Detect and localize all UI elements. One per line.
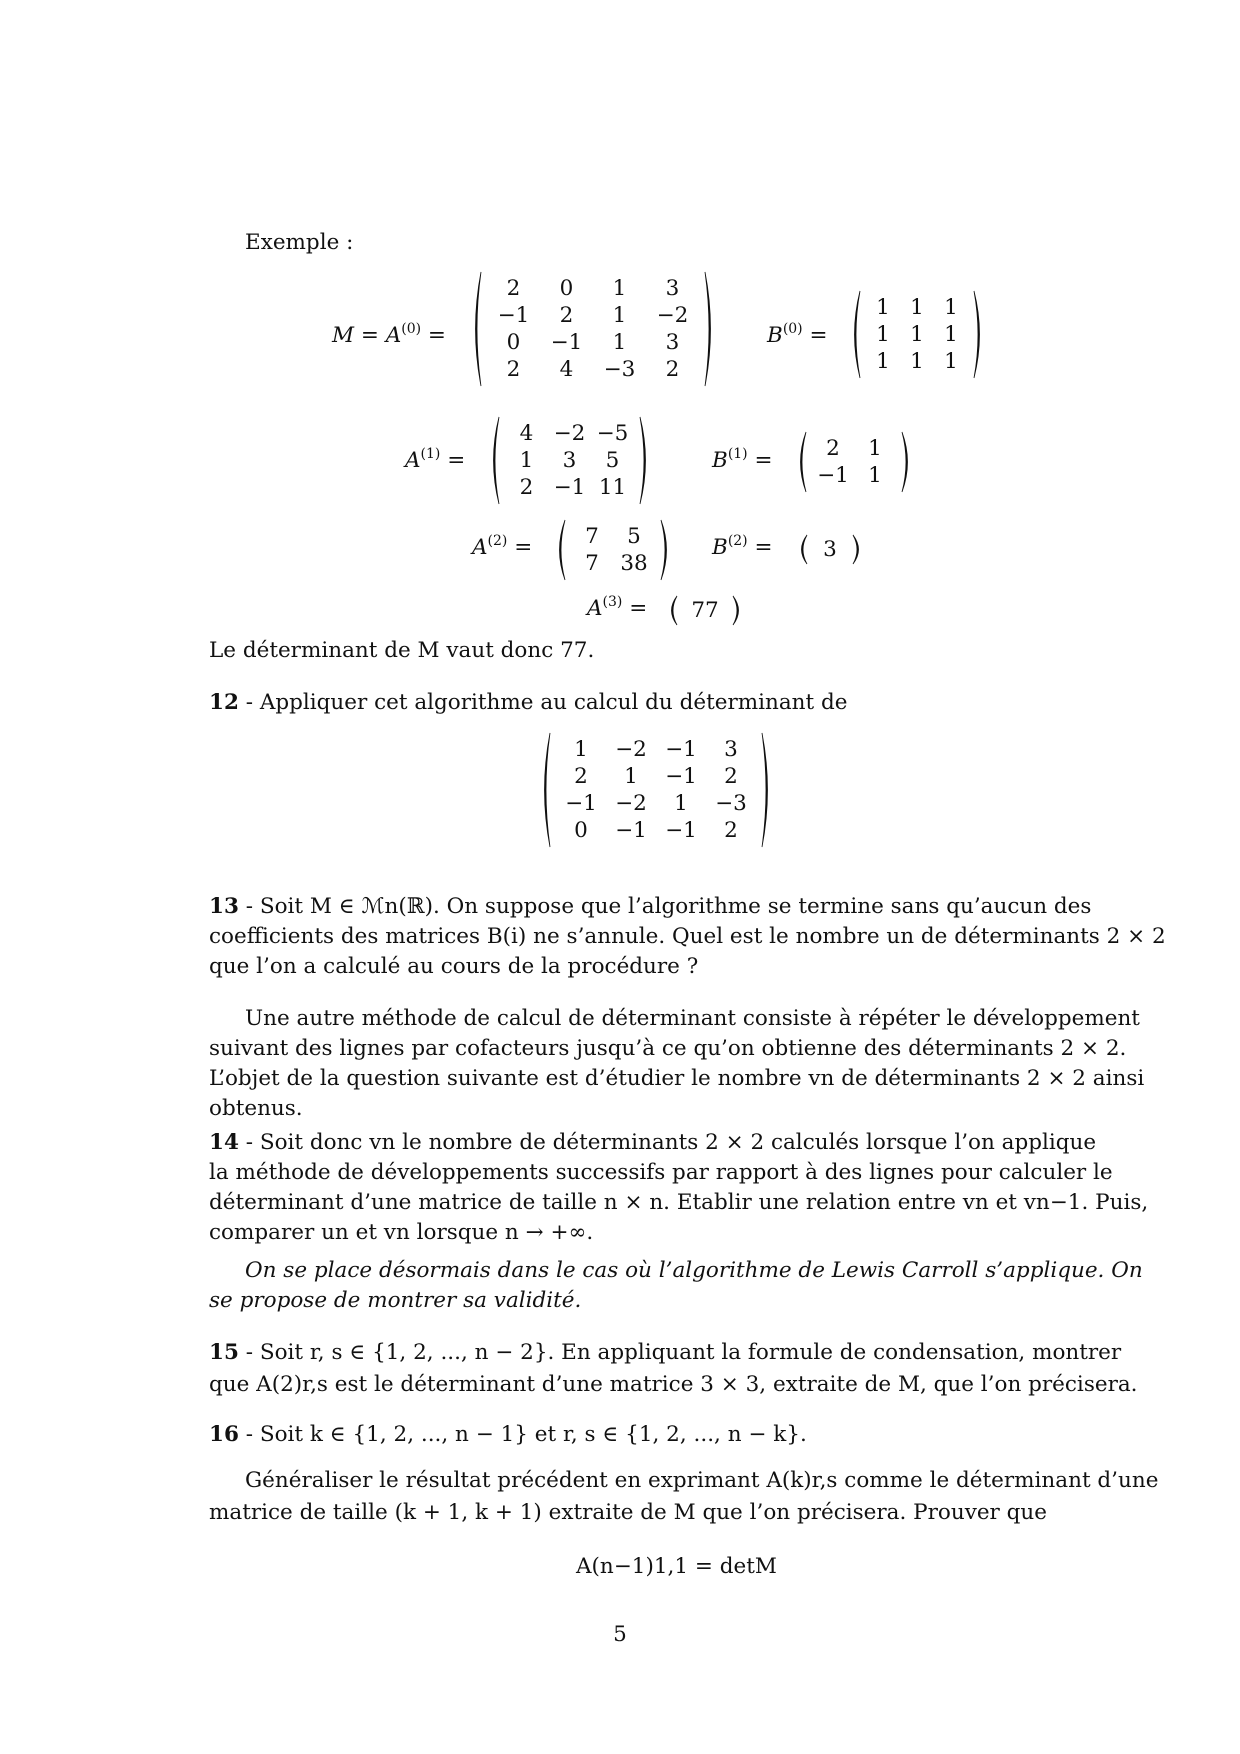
matrix-cell: −3 xyxy=(603,357,636,382)
left-paren xyxy=(469,270,483,388)
matrix-cell: 4 xyxy=(519,421,534,446)
left-paren xyxy=(848,289,862,380)
matrix-cell: −1 xyxy=(665,737,697,762)
eq-a3-eq: = xyxy=(629,596,648,621)
left-paren xyxy=(795,533,809,566)
right-paren xyxy=(638,415,652,506)
matrix-cell: 2 xyxy=(506,357,521,382)
matrix-q12 xyxy=(538,731,774,849)
matrix-cell: 1 xyxy=(944,295,958,320)
matrix-cell: 2 xyxy=(724,818,738,843)
para-other-line4: obtenus. xyxy=(209,1096,303,1121)
matrix-cell: −1 xyxy=(565,791,597,816)
eq-b2-sup: (2) xyxy=(727,533,748,549)
q15-line1 xyxy=(209,1338,1121,1368)
eq-b0-label xyxy=(767,321,828,351)
matrix-cell: −2 xyxy=(615,737,647,762)
matrix-grid xyxy=(487,275,699,383)
q13-line3: que l’on a calculé au cours de la procédure ? xyxy=(209,954,699,979)
page-number: 5 xyxy=(613,1622,627,1647)
matrix-b1 xyxy=(794,430,914,494)
eq-a1-lhs: A xyxy=(405,448,421,473)
q16-line1-text: - Soit k ∈ {1, 2, ..., n − 1} et r, s ∈ {1, 2, ..., n − k}. xyxy=(238,1422,807,1447)
q13-number: 13 xyxy=(209,894,239,919)
matrix-cell: 1 xyxy=(910,322,924,347)
matrix-cell: 11 xyxy=(598,475,627,500)
eq-b1-label xyxy=(712,446,773,476)
q16-para-line1: Généraliser le résultat précédent en exprimant A(k)r,s comme le déterminant d’une xyxy=(245,1468,1159,1493)
q14-line1-text: - Soit donc vn le nombre de déterminants 2 × 2 calculés lorsque l’on applique xyxy=(238,1130,1097,1155)
eq-b2-label xyxy=(712,533,773,563)
matrix-cell: 3 xyxy=(823,537,837,562)
matrix-cell: 1 xyxy=(910,295,924,320)
eq-b1-eq: = xyxy=(754,448,773,473)
q13-line2: coefficients des matrices B(i) ne s’annule. Quel est le nombre un de déterminants 2 × 2 xyxy=(209,924,1166,949)
matrix-cell: 4 xyxy=(559,357,574,382)
right-paren xyxy=(659,518,673,582)
matrix-cell: 7 xyxy=(585,524,599,549)
conclusion-text: Le déterminant de M vaut donc 77. xyxy=(209,638,595,663)
para-other-line2: suivant des lignes par cofacteurs jusqu’à ce qu’on obtienne des déterminants 2 × 2. xyxy=(209,1036,1127,1061)
q16-line1 xyxy=(209,1420,807,1450)
matrix-cell: −1 xyxy=(497,303,530,328)
matrix-grid xyxy=(812,435,896,489)
matrix-grid xyxy=(866,294,968,375)
q16-para-line2: matrice de taille (k + 1, k + 1) extraite de M que l’on précisera. Prouver que xyxy=(209,1500,1048,1525)
right-paren xyxy=(703,270,717,388)
matrix-cell: 1 xyxy=(910,349,924,374)
matrix-a0 xyxy=(469,270,717,388)
left-paren xyxy=(665,594,679,627)
matrix-cell: 0 xyxy=(574,818,588,843)
matrix-cell: 38 xyxy=(620,551,648,576)
matrix-cell: 1 xyxy=(574,737,588,762)
right-paren xyxy=(900,430,914,494)
eq-a0-sup: (0) xyxy=(401,321,422,337)
matrix-cell: 1 xyxy=(519,448,534,473)
matrix-cell: 5 xyxy=(627,524,641,549)
matrix-cell: 3 xyxy=(562,448,577,473)
matrix-cell: −3 xyxy=(715,791,747,816)
matrix-cell: 2 xyxy=(519,475,534,500)
matrix-cell: 1 xyxy=(944,322,958,347)
q16-number: 16 xyxy=(209,1422,239,1447)
eq-b2-eq: = xyxy=(754,535,773,560)
eq-a0-label xyxy=(332,321,446,351)
matrix-cell: 1 xyxy=(876,295,890,320)
matrix-cell: −5 xyxy=(596,421,629,446)
left-paren xyxy=(487,415,501,506)
q14-line3: déterminant d’une matrice de taille n × n. Etablir une relation entre vn et vn−1. Puis, xyxy=(209,1190,1149,1215)
right-paren xyxy=(760,731,774,849)
left-paren xyxy=(794,430,808,494)
matrix-cell: 1 xyxy=(868,436,882,461)
italic-line1: On se place désormais dans le cas où l’algorithme de Lewis Carroll s’applique. On xyxy=(245,1258,1143,1283)
eq-a0-lhs: M = A xyxy=(332,323,402,348)
matrix-cell: 2 xyxy=(724,764,738,789)
matrix-cell: 3 xyxy=(665,330,680,355)
matrix-grid xyxy=(571,523,655,577)
matrix-cell: −2 xyxy=(553,421,586,446)
matrix-cell: −1 xyxy=(665,818,697,843)
matrix-cell: 2 xyxy=(826,436,840,461)
q14-number: 14 xyxy=(209,1130,239,1155)
right-paren xyxy=(972,289,986,380)
italic-line2: se propose de montrer sa validité. xyxy=(209,1288,582,1313)
matrix-cell: −1 xyxy=(817,463,849,488)
matrix-cell: 1 xyxy=(612,303,627,328)
eq-b2-lhs: B xyxy=(712,535,728,560)
eq-a2-eq: = xyxy=(514,535,533,560)
matrix-cell: 0 xyxy=(559,276,574,301)
matrix-cell: 1 xyxy=(876,349,890,374)
eq-b1-lhs: B xyxy=(712,448,728,473)
matrix-grid xyxy=(505,420,634,501)
q13-line1 xyxy=(209,892,1091,922)
eq-b0-sup: (0) xyxy=(782,321,803,337)
matrix-cell: 2 xyxy=(665,357,680,382)
eq-a2-lhs: A xyxy=(472,535,488,560)
matrix-grid xyxy=(813,536,847,563)
q13-line1-text: - Soit M ∈ ℳn(ℝ). On suppose que l’algorithme se termine sans qu’aucun des xyxy=(238,894,1092,919)
eq-a1-eq: = xyxy=(447,448,466,473)
q15-number: 15 xyxy=(209,1340,239,1365)
matrix-grid xyxy=(556,736,756,844)
eq-a3-sup: (3) xyxy=(602,594,623,610)
q12-number: 12 xyxy=(209,690,239,715)
final-equation: A(n−1)1,1 = detM xyxy=(576,1554,777,1579)
eq-a3-lhs: A xyxy=(587,596,603,621)
eq-a3-label xyxy=(587,594,647,624)
eq-a2-label xyxy=(472,533,532,563)
right-paren xyxy=(731,594,745,627)
matrix-cell: 1 xyxy=(876,322,890,347)
matrix-cell: 0 xyxy=(506,330,521,355)
matrix-cell: 2 xyxy=(559,303,574,328)
matrix-cell: 1 xyxy=(674,791,688,816)
matrix-cell: 1 xyxy=(612,276,627,301)
matrix-cell: 1 xyxy=(944,349,958,374)
matrix-cell: −2 xyxy=(656,303,689,328)
eq-b0-eq: = xyxy=(809,323,828,348)
matrix-cell: −1 xyxy=(553,475,586,500)
para-other-line1: Une autre méthode de calcul de déterminant consiste à répéter le développement xyxy=(245,1006,1140,1031)
matrix-cell: 2 xyxy=(506,276,521,301)
eq-a1-sup: (1) xyxy=(420,446,441,462)
example-label: Exemple : xyxy=(245,230,354,255)
matrix-cell: −2 xyxy=(615,791,647,816)
q15-line1-text: - Soit r, s ∈ {1, 2, ..., n − 2}. En appliquant la formule de condensation, montrer xyxy=(238,1340,1122,1365)
matrix-cell: 3 xyxy=(724,737,738,762)
left-paren xyxy=(553,518,567,582)
matrix-cell: 1 xyxy=(624,764,638,789)
q12-text: - Appliquer cet algorithme au calcul du déterminant de xyxy=(238,690,848,715)
matrix-a1 xyxy=(487,415,652,506)
eq-b0-lhs: B xyxy=(767,323,783,348)
matrix-cell: 7 xyxy=(585,551,599,576)
matrix-cell: 77 xyxy=(691,598,719,623)
matrix-cell: 3 xyxy=(665,276,680,301)
matrix-a3 xyxy=(665,594,745,627)
eq-a2-sup: (2) xyxy=(487,533,508,549)
q14-line1 xyxy=(209,1128,1096,1158)
matrix-cell: 5 xyxy=(605,448,620,473)
matrix-cell: 2 xyxy=(574,764,588,789)
matrix-cell: 1 xyxy=(868,463,882,488)
q15-line2: que A(2)r,s est le déterminant d’une matrice 3 × 3, extraite de M, que l’on précisera. xyxy=(209,1372,1138,1397)
question-12 xyxy=(209,688,847,718)
matrix-cell: 1 xyxy=(612,330,627,355)
q14-line4: comparer un et vn lorsque n → +∞. xyxy=(209,1220,594,1245)
eq-b1-sup: (1) xyxy=(727,446,748,462)
matrix-a2 xyxy=(553,518,673,582)
matrix-cell: −1 xyxy=(615,818,647,843)
eq-a0-eq: = xyxy=(427,323,446,348)
eq-a1-label xyxy=(405,446,465,476)
matrix-b0 xyxy=(848,289,986,380)
para-other-line3: L’objet de la question suivante est d’étudier le nombre vn de déterminants 2 × 2 ainsi xyxy=(209,1066,1145,1091)
matrix-b2 xyxy=(795,533,865,566)
right-paren xyxy=(851,533,865,566)
left-paren xyxy=(538,731,552,849)
q14-line2: la méthode de développements successifs par rapport à des lignes pour calculer le xyxy=(209,1160,1113,1185)
matrix-grid xyxy=(683,597,727,624)
matrix-cell: −1 xyxy=(665,764,697,789)
matrix-cell: −1 xyxy=(550,330,583,355)
